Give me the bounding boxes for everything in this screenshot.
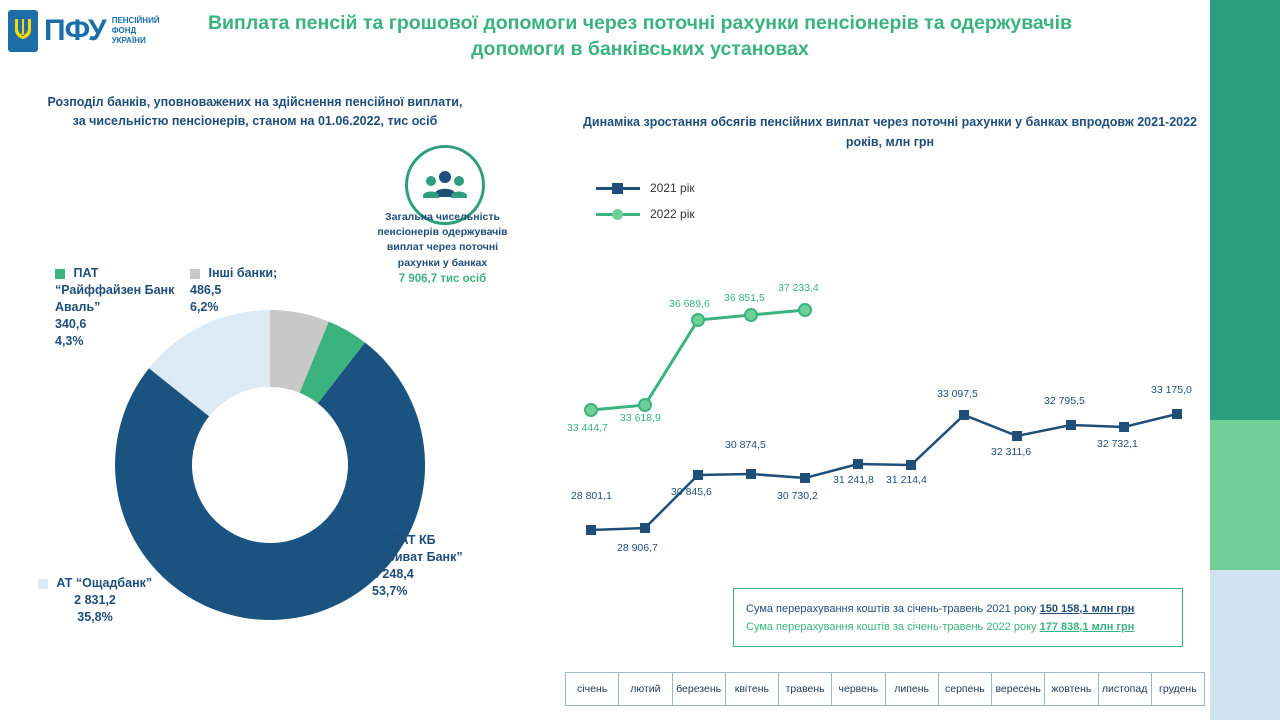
month-cell: серпень xyxy=(939,673,992,705)
stripe-teal xyxy=(1210,0,1280,420)
point-label-2021-nov: 32 732,1 xyxy=(1097,438,1138,450)
line-chart-title: Динаміка зростання обсягів пенсійних виплат через поточні рахунки у банках впродовж 2021-2022 років, млн грн xyxy=(582,115,1198,149)
logo-abbr: ПФУ xyxy=(44,14,106,47)
donut-label-oschadbank-value: 2 831,2 xyxy=(74,592,116,607)
pfu-logo xyxy=(8,4,168,58)
summary-box xyxy=(733,588,1183,647)
donut-label-other-value: 486,5 xyxy=(190,282,222,297)
donut-label-oschadbank-percent: 35,8% xyxy=(77,609,113,624)
point-label-2021-oct: 32 795,5 xyxy=(1044,395,1085,407)
point-label-2022-may: 37 233,4 xyxy=(778,282,819,294)
donut-label-raiffeisen-name: ПАТ “Райффайзен Банк Аваль” xyxy=(55,266,175,314)
summary-row-2021-value: 150 158,1 млн грн xyxy=(1039,602,1135,615)
legend-label-2022: 2022 рік xyxy=(650,207,695,221)
stripe-green xyxy=(1210,420,1280,570)
total-pensioners-value: 7 906,7 тис осіб xyxy=(398,272,487,285)
point-label-2022-apr: 36 851,5 xyxy=(724,292,765,304)
point-label-2022-mar: 36 689,6 xyxy=(669,298,710,310)
legend-swatch-other xyxy=(190,269,200,279)
point-label-2021-may: 30 730,2 xyxy=(777,490,818,502)
month-cell: листопад xyxy=(1099,673,1152,705)
month-cell: липень xyxy=(886,673,939,705)
point-label-2021-jul: 31 214,4 xyxy=(886,474,927,486)
point-label-2022-jan: 33 444,7 xyxy=(567,422,608,434)
month-cell: травень xyxy=(779,673,832,705)
point-label-2021-mar: 30 845,6 xyxy=(671,486,712,498)
page-title: Виплата пенсій та грошової допомоги через поточні рахунки пенсіонерів та одержувачів допомоги в банківських установах xyxy=(207,12,1073,61)
donut-label-raiffeisen-percent: 4,3% xyxy=(55,333,84,348)
summary-row-2022-text: Сума перерахування коштів за січень-травень 2022 року xyxy=(746,620,1037,633)
summary-row-2022 xyxy=(746,621,1170,633)
donut-label-privatbank-value: 4 248,4 xyxy=(372,566,414,581)
point-label-2022-feb: 33 618,9 xyxy=(620,412,661,424)
donut-label-other xyxy=(190,265,320,316)
donut-label-privatbank xyxy=(372,532,482,600)
month-cell: червень xyxy=(832,673,885,705)
decorative-stripe xyxy=(1210,0,1280,720)
donut-label-privatbank-name: ПАТ КБ “Приват Банк” xyxy=(372,533,463,564)
donut-label-oschadbank xyxy=(25,575,165,626)
legend-swatch-privatbank xyxy=(372,536,382,546)
month-cell: січень xyxy=(565,673,619,705)
month-cell: лютий xyxy=(619,673,672,705)
summary-row-2021 xyxy=(746,603,1170,615)
stripe-lightblue xyxy=(1210,570,1280,720)
point-label-2021-jan: 28 801,1 xyxy=(571,490,612,502)
donut-label-other-name: Інші банки; xyxy=(208,266,278,280)
summary-row-2021-text: Сума перерахування коштів за січень-травень 2021 року xyxy=(746,602,1037,615)
trident-icon xyxy=(8,10,38,52)
donut-label-raiffeisen-value: 340,6 xyxy=(55,316,87,331)
donut-label-privatbank-percent: 53,7% xyxy=(372,583,408,598)
month-axis xyxy=(565,672,1205,706)
donut-label-oschadbank-name: АТ “Ощадбанк” xyxy=(56,576,153,590)
month-cell: березень xyxy=(673,673,726,705)
legend-label-2021: 2021 рік xyxy=(650,181,695,195)
point-label-2021-aug: 33 097,5 xyxy=(937,388,978,400)
total-caption-text: Загальна чисельність пенсіонерів одержувачів виплат через поточні рахунки у банках xyxy=(377,211,508,269)
point-label-2021-apr: 30 874,5 xyxy=(725,439,766,451)
month-cell: грудень xyxy=(1152,673,1205,705)
point-label-2021-dec: 33 175,0 xyxy=(1151,384,1192,396)
legend-swatch-oschadbank xyxy=(38,579,48,589)
point-label-2021-jun: 31 241,8 xyxy=(833,474,874,486)
logo-line-3: УКРАЇНИ xyxy=(111,36,146,45)
month-cell: вересень xyxy=(992,673,1045,705)
summary-row-2022-value: 177 838,1 млн грн xyxy=(1039,620,1135,633)
point-label-2021-sep: 32 311,6 xyxy=(991,446,1032,458)
month-cell: жовтень xyxy=(1045,673,1098,705)
donut-label-raiffeisen xyxy=(55,265,175,349)
logo-line-1: ПЕНСІЙНИЙ xyxy=(111,16,160,25)
logo-line-2: ФОНД xyxy=(111,26,137,35)
legend-swatch-raiffeisen xyxy=(55,269,65,279)
donut-chart-title: Розподіл банків, уповноважених на здійснення пенсійної виплати, за чисельністю пенсіонерів, станом на 01.06.2022, тис осіб xyxy=(47,95,463,129)
month-cell: квітень xyxy=(726,673,779,705)
point-label-2021-feb: 28 906,7 xyxy=(617,542,658,554)
donut-label-other-percent: 6,2% xyxy=(190,299,219,314)
